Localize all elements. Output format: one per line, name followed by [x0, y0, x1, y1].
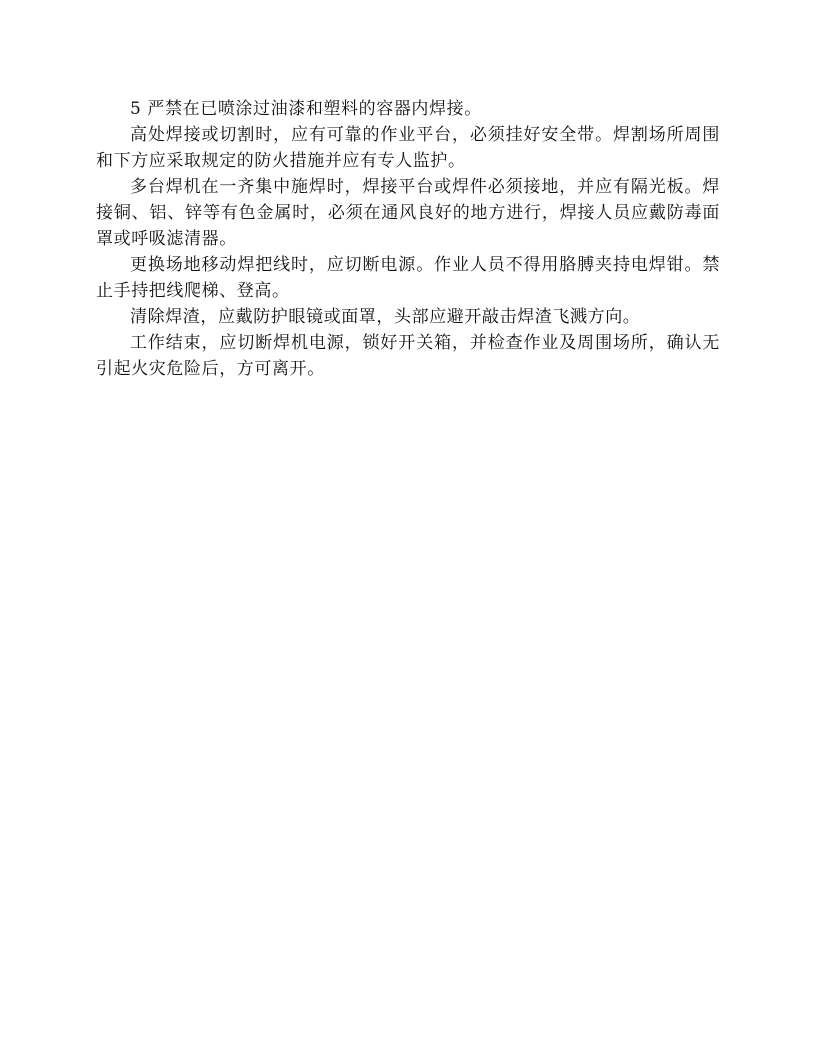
paragraph-high-altitude-welding: 高处焊接或切割时，应有可靠的作业平台，必须挂好安全带。焊割场所周围和下方应采取规定的防火措施并应有专人监护。 — [96, 125, 720, 171]
paragraph-multiple-welders: 多台焊机在一齐集中施焊时，焊接平台或焊件必须接地，并应有隔光板。焊接铜、铝、锌等有色金属时，必须在通风良好的地方进行，焊接人员应戴防毒面罩或呼吸滤清器。 — [96, 177, 720, 249]
paragraph-end-of-work: 工作结束，应切断焊机电源，锁好开关箱，并检查作业及周围场所，确认无引起火灾危险后，方可离开。 — [96, 333, 720, 379]
paragraph-slag-removal: 清除焊渣，应戴防护眼镜或面罩，头部应避开敲击焊渣飞溅方向。 — [130, 307, 641, 327]
document-page — [96, 96, 720, 382]
paragraph-moving-welding-cable: 更换场地移动焊把线时，应切断电源。作业人员不得用胳膊夹持电焊钳。禁止手持把线爬梯、登高。 — [96, 255, 720, 301]
paragraph-no-welding-painted-containers: 5 严禁在已喷涂过油漆和塑料的容器内焊接。 — [130, 99, 482, 119]
